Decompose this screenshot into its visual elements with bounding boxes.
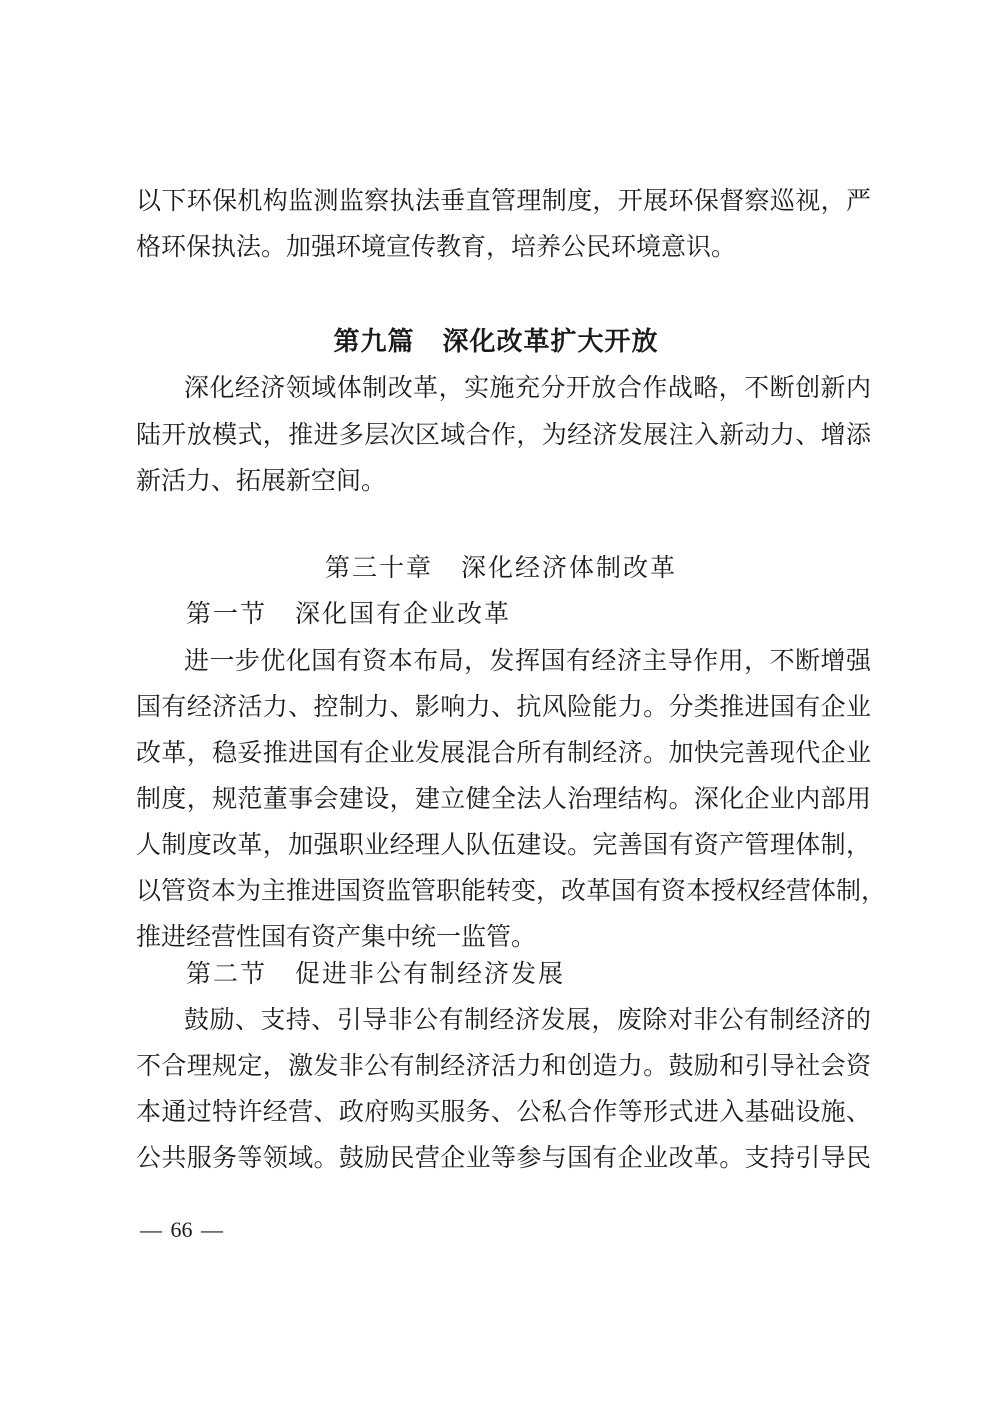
body-text-line: 改革，稳妥推进国有企业发展混合所有制经济。加快完善现代企业 [136, 738, 871, 767]
body-text-line: 深化经济领域体制改革，实施充分开放合作战略，不断创新内 [184, 373, 871, 402]
body-text-line: 鼓励、支持、引导非公有制经济发展，废除对非公有制经济的 [184, 1005, 871, 1034]
footer-dash-left: — [140, 1217, 162, 1242]
page-number: 66 [170, 1217, 193, 1242]
footer-dash-right: — [201, 1217, 223, 1242]
body-text-line: 本通过特许经营、政府购买服务、公私合作等形式进入基础设施、 [136, 1097, 871, 1126]
body-text-line: 人制度改革，加强职业经理人队伍建设。完善国有资产管理体制， [136, 830, 871, 859]
body-text-line: 公共服务等领域。鼓励民营企业等参与国有企业改革。支持引导民 [136, 1143, 871, 1172]
body-text-line: 陆开放模式，推进多层次区域合作，为经济发展注入新动力、增添 [136, 420, 871, 449]
page-number-footer [137, 1212, 226, 1248]
body-text-line: 格环保执法。加强环境宣传教育，培养公民环境意识。 [136, 232, 737, 261]
section-number: 第二节 [186, 959, 268, 988]
chapter-number: 第三十章 [324, 553, 433, 582]
section-heading [186, 956, 565, 992]
section-heading [186, 596, 511, 632]
section-number: 第一节 [186, 599, 268, 628]
part-title: 深化改革扩大开放 [442, 327, 659, 357]
chapter-title: 深化经济体制改革 [461, 553, 678, 582]
body-text-line: 以下环保机构监测监察执法垂直管理制度，开展环保督察巡视，严 [136, 186, 871, 215]
body-text-line: 不合理规定，激发非公有制经济活力和创造力。鼓励和引导社会资 [136, 1051, 871, 1080]
part-number: 第九篇 [333, 327, 415, 357]
body-text-line: 新活力、拓展新空间。 [136, 466, 387, 495]
body-text-line: 国有经济活力、控制力、影响力、抗风险能力。分类推进国有企业 [136, 692, 871, 721]
part-heading [0, 324, 992, 360]
body-text-line: 制度，规范董事会建设，建立健全法人治理结构。深化企业内部用 [136, 784, 871, 813]
section-title: 促进非公有制经济发展 [295, 959, 566, 988]
chapter-heading [0, 550, 992, 586]
body-text-line: 以管资本为主推进国资监管职能转变，改革国有资本授权经营体制， [136, 876, 887, 905]
body-text-line: 进一步优化国有资本布局，发挥国有经济主导作用，不断增强 [184, 646, 871, 675]
section-title: 深化国有企业改革 [295, 599, 512, 628]
body-text-line: 推进经营性国有资产集中统一监管。 [136, 922, 537, 951]
